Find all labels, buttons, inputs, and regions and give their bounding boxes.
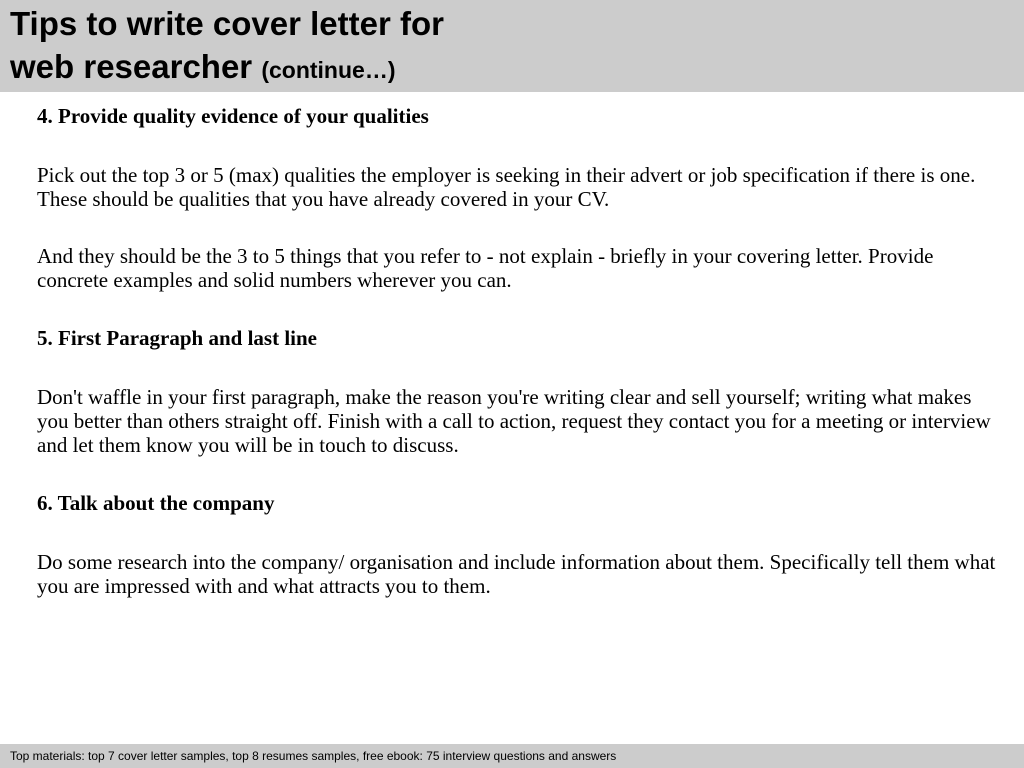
section-paragraph: Do some research into the company/ organisation and include information about them. Specifically tell them what you are impressed with and what attracts you to them. [37,550,996,598]
section-paragraph: Pick out the top 3 or 5 (max) qualities the employer is seeking in their advert or job specification if there is one. These should be qualities that you have already covered in your CV. [37,163,976,211]
slide-title-line1: Tips to write cover letter for [10,5,444,42]
slide-title [10,2,444,92]
footer-bar [0,744,1024,768]
section-paragraph: And they should be the 3 to 5 things that you refer to - not explain - briefly in your covering letter. Provide concrete examples and solid numbers wherever you can. [37,244,934,292]
section-paragraph: Don't waffle in your first paragraph, make the reason you're writing clear and sell yourself; writing what makes you better than others straight off. Finish with a call to action, request they contact you for a meeting or interview and let them know you will be in touch to discuss. [37,385,991,457]
title-bar [0,0,1024,92]
slide-title-continue: (continue…) [261,57,396,83]
section-heading-company: 6. Talk about the company [37,491,275,515]
footer-text: Top materials: top 7 cover letter samples, top 8 resumes samples, free ebook: 75 interview questions and answers [10,749,617,763]
section-heading-first-paragraph: 5. First Paragraph and last line [37,326,318,350]
section-heading-evidence: 4. Provide quality evidence of your qualities [37,104,429,128]
slide-title-line2: web researcher [10,48,253,85]
slide-content [37,104,997,598]
